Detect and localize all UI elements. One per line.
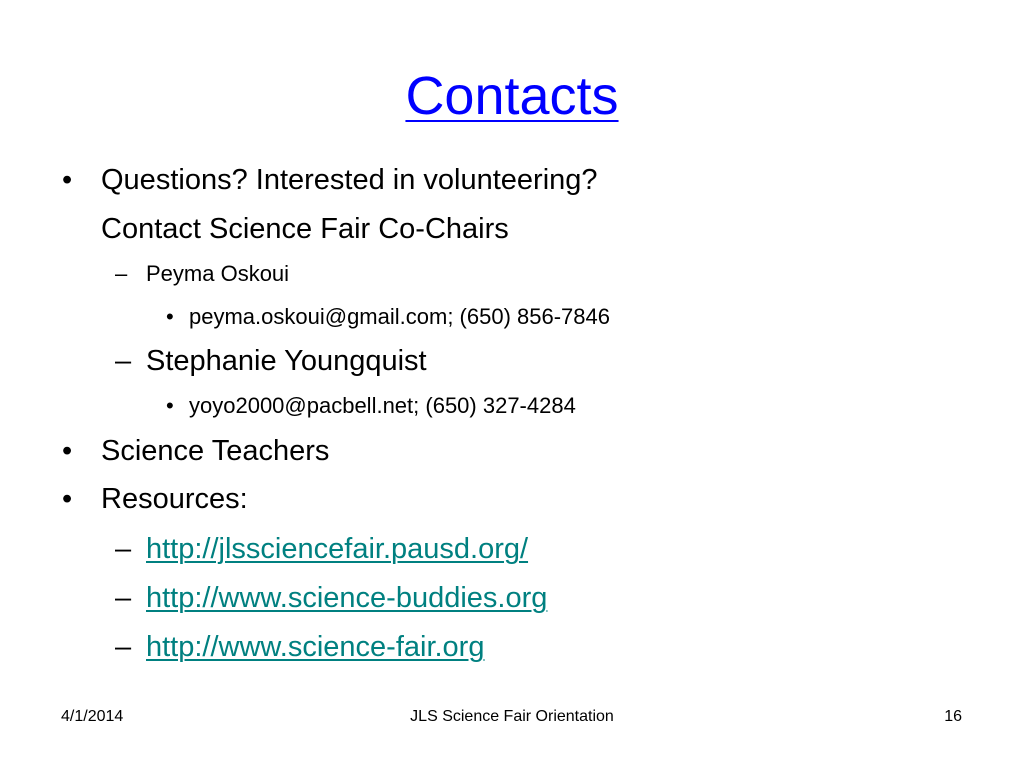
title-link[interactable]: Contacts [405, 66, 619, 126]
dash-marker: – [115, 533, 132, 565]
slide-title [0, 62, 1024, 130]
link-science-fair-org[interactable]: http://www.science-fair.org [146, 631, 485, 663]
bullet-marker: • [62, 483, 73, 515]
footer-page-number: 16 [944, 708, 962, 725]
footer-date: 4/1/2014 [61, 708, 124, 725]
chair-contact-peyma: peyma.oskoui@gmail.com; (650) 856-7846 [189, 304, 610, 329]
dash-marker: – [115, 631, 132, 663]
footer-title: JLS Science Fair Orientation [410, 708, 614, 725]
questions-text: Questions? Interested in volunteering? [101, 164, 598, 196]
resources-text: Resources: [101, 483, 248, 515]
chair-name-stephanie: Stephanie Youngquist [146, 345, 427, 377]
dash-marker: – [115, 345, 132, 377]
chair-name-peyma: Peyma Oskoui [146, 261, 290, 286]
contact-co-chairs-text: Contact Science Fair Co-Chairs [101, 213, 509, 245]
science-teachers-text: Science Teachers [101, 435, 330, 467]
link-jls-science-fair[interactable]: http://jlssciencefair.pausd.org/ [146, 533, 529, 565]
chair-contact-stephanie: yoyo2000@pacbell.net; (650) 327-4284 [189, 393, 576, 418]
bullet-marker: • [62, 435, 73, 467]
bullet-marker: • [166, 393, 174, 418]
dash-marker: – [115, 582, 132, 614]
link-science-buddies[interactable]: http://www.science-buddies.org [146, 582, 548, 614]
dash-marker: – [115, 261, 128, 286]
bullet-marker: • [166, 304, 174, 329]
bullet-marker: • [62, 164, 73, 196]
